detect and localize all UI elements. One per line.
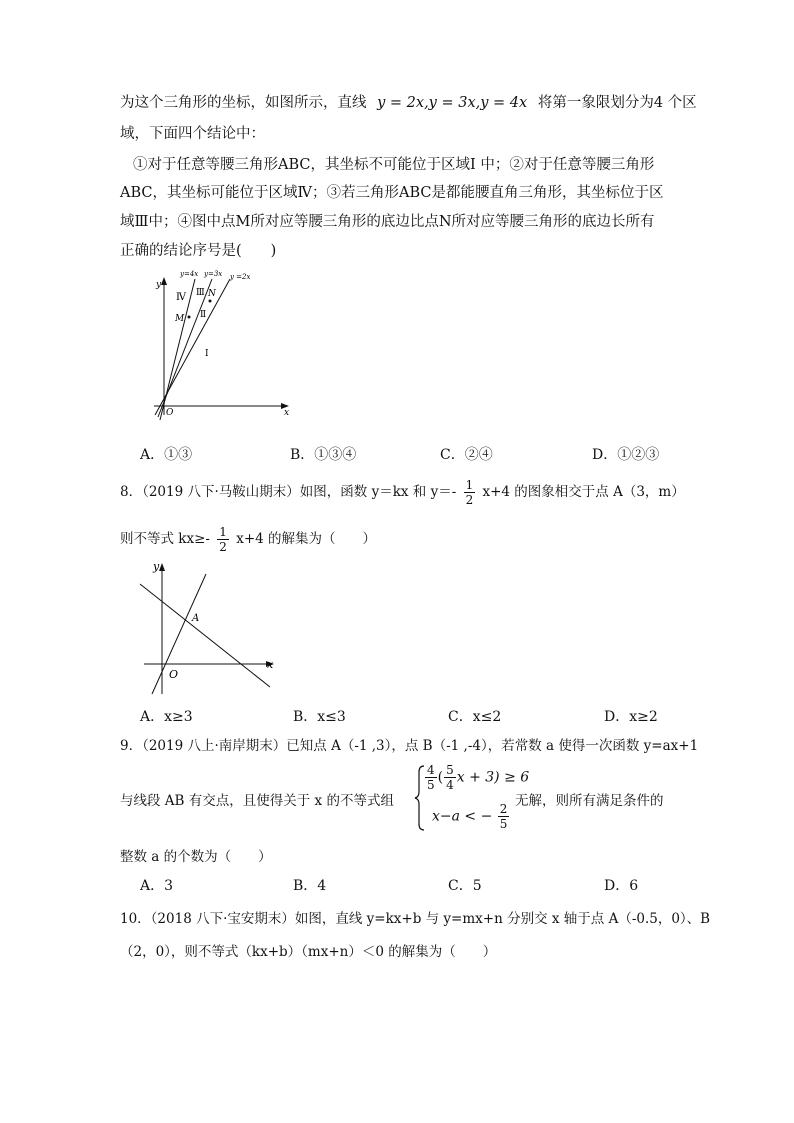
q7-label-M: M — [175, 314, 185, 324]
q7-line-6: 正确的结论序号是( ) — [120, 243, 277, 259]
q8-text-1b: x+4 的图象相交于点 A（3，m） — [482, 484, 685, 500]
q9-ineq1-frac-inner-den: 4 — [446, 778, 454, 792]
q7-label-region-III: Ⅲ — [196, 288, 205, 298]
q9-ineq1-rest: x + 3) ≥ 6 — [456, 769, 530, 786]
q7-point-M — [188, 316, 191, 319]
q7-line-3: ①对于任意等腰三角形ABC，其坐标不可能位于区域I 中；②对于任意等腰三角形 — [133, 157, 655, 173]
q9-line-2a: 与线段 AB 有交点，且使得关于 x 的不等式组 — [120, 793, 394, 809]
q9-option-b[interactable]: B．4 — [293, 878, 327, 894]
q7-label-y: y — [156, 280, 162, 290]
q9-ineq1-frac-outer — [425, 763, 437, 792]
q8-line-kx — [152, 574, 206, 694]
q7-label-region-II: Ⅱ — [200, 310, 207, 320]
q7-text-1-tail: 将第一象限划分为4 个区 — [537, 95, 697, 111]
q7-option-b[interactable]: B．①③④ — [290, 447, 357, 463]
q9-line-3: 整数 a 的个数为（ ） — [120, 849, 272, 865]
q10-line-1: 10．（2018 八下·宝安期末）如图，直线 y=kx+b 与 y=mx+n 分别交 x 轴于点 A（-0.5，0）、B — [120, 911, 711, 927]
q8-fraction-2-num: 1 — [219, 525, 227, 539]
q8-line-2 — [120, 525, 376, 554]
q7-line-1 — [120, 93, 697, 113]
q8-option-a[interactable]: A．x≥3 — [140, 709, 193, 725]
q9-ineq2-lhs: x−a < − — [432, 808, 493, 825]
q7-label-O: O — [166, 408, 174, 418]
q9-ineq1-frac-outer-num: 4 — [427, 763, 435, 777]
q7-option-c[interactable]: C．②④ — [440, 447, 493, 463]
q7-region-figure — [150, 265, 300, 425]
q9-ineq1-frac-inner — [444, 763, 456, 792]
q7-label-region-I: I — [205, 349, 209, 359]
q8-y-arrow — [159, 563, 165, 571]
q9-ineq1-frac-inner-num: 5 — [446, 763, 454, 777]
q8-fraction-1-den: 2 — [465, 493, 474, 507]
q7-label-y3x: y=3x — [204, 270, 223, 278]
q7-label-N: N — [208, 289, 216, 299]
q7-line-5: 域Ⅲ中；④图中点M所对应等腰三角形的底边比点N所对应等腰三角形的底边长所有 — [120, 214, 655, 230]
q9-option-a[interactable]: A．3 — [140, 878, 174, 894]
q9-ineq2-frac-num: 2 — [499, 802, 508, 816]
q9-ineq1-paren: ( — [437, 769, 444, 786]
q8-fraction-1-num: 1 — [465, 478, 474, 492]
q7-line-4: ABC，其坐标可能位于区域Ⅳ；③若三角形ABC是都能腰直角三角形，其坐标位于区 — [120, 185, 664, 201]
q7-option-d[interactable]: D．①②③ — [592, 447, 660, 463]
q7-label-y4x: y=4x — [180, 270, 199, 278]
q8-label-A: A — [192, 613, 200, 624]
q8-option-d[interactable]: D．x≥2 — [604, 709, 658, 725]
q9-ineq2-frac — [498, 802, 510, 831]
q9-ineq1-frac-outer-den: 5 — [427, 778, 435, 792]
q9-line-2b: 无解，则所有满足条件的 — [515, 793, 664, 809]
q7-text-1: 为这个三角形的坐标，如图所示，直线 — [120, 95, 367, 111]
q8-label-x: x — [267, 658, 274, 671]
q9-line-1: 9．（2019 八上·南岸期末）已知点 A（-1 ,3），点 B（-1 ,-4），若常数 a 使得一次函数 y=ax+1 — [120, 738, 699, 754]
q8-label-O: O — [169, 668, 179, 681]
q10-line-2: （2，0），则不等式（kx+b）（mx+n）＜0 的解集为（ ） — [120, 944, 497, 960]
q7-line-y2x — [155, 279, 230, 415]
q7-label-y2x: y =2x — [230, 273, 251, 281]
q8-fraction-2-den: 2 — [219, 540, 227, 554]
q8-label-y: y — [153, 560, 160, 573]
q8-text-2b: x+4 的解集为（ ） — [236, 531, 377, 547]
q8-fraction-1 — [464, 478, 476, 507]
q8-option-b[interactable]: B．x≤3 — [293, 709, 346, 725]
q7-line-2: 域，下面四个结论中： — [120, 126, 265, 142]
q7-label-x: x — [284, 408, 290, 418]
q7-point-N — [209, 300, 212, 303]
q7-math-lines: y = 2x,y = 3x,y = 4x — [377, 95, 528, 111]
q9-ineq2-frac-den: 5 — [499, 817, 508, 831]
q9-option-d[interactable]: D．6 — [604, 878, 639, 894]
q9-inequality-1 — [424, 763, 529, 792]
q9-option-c[interactable]: C．5 — [448, 878, 482, 894]
q8-line-1 — [120, 478, 685, 507]
q8-line-neg-half-x-plus-4 — [140, 584, 270, 687]
q8-option-c[interactable]: C．x≤2 — [448, 709, 502, 725]
q8-text-2a: 则不等式 kx≥- — [120, 531, 210, 547]
q7-option-a[interactable]: A．①③ — [140, 447, 193, 463]
q8-graph-figure — [136, 556, 286, 696]
q7-y-arrow — [161, 277, 167, 285]
q9-inequality-2 — [432, 802, 510, 831]
q8-text-1a: 8．（2019 八下·马鞍山期末）如图，函数 y＝kx 和 y＝- — [120, 484, 457, 500]
q8-fraction-2 — [217, 525, 229, 554]
q7-label-region-IV: Ⅳ — [176, 292, 186, 303]
